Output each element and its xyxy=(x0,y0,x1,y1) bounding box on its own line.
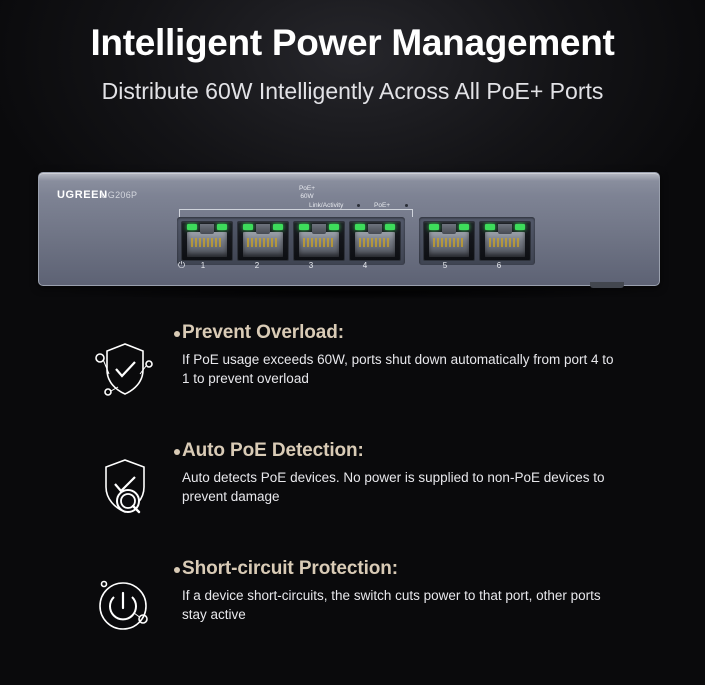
port-led-link-icon xyxy=(187,224,197,230)
port-pins xyxy=(433,238,465,247)
feature-item xyxy=(86,440,666,536)
device-illustration xyxy=(38,172,668,300)
feature-bullet xyxy=(174,567,180,573)
ethernet-port-1 xyxy=(181,221,233,261)
device-shadow xyxy=(44,284,662,300)
hero-text-block xyxy=(0,22,705,107)
port-led-link-icon xyxy=(243,224,253,230)
port-led-poe-icon xyxy=(329,224,339,230)
brand-logo: UGREEN xyxy=(57,189,108,201)
poe-plus-indicator-icon xyxy=(405,204,408,207)
feature-title: Short-circuit Protection: xyxy=(182,558,399,579)
port-notch xyxy=(498,224,512,234)
switch-chassis xyxy=(38,172,660,286)
port-notch xyxy=(312,224,326,234)
port-notch xyxy=(442,224,456,234)
feature-title: Prevent Overload: xyxy=(182,322,344,343)
chassis-highlight xyxy=(39,173,659,181)
shield-check-icon xyxy=(86,330,164,408)
port-pins xyxy=(489,238,521,247)
feature-description: Auto detects PoE devices. No power is supplied to non-PoE devices to prevent damage xyxy=(182,470,605,505)
port-led-link-icon xyxy=(485,224,495,230)
feature-item xyxy=(86,322,666,418)
port-led-poe-icon xyxy=(217,224,227,230)
port-led-link-icon xyxy=(429,224,439,230)
port-number: 1 xyxy=(200,261,206,270)
page-title: Intelligent Power Management xyxy=(90,22,615,63)
port-led-poe-icon xyxy=(273,224,283,230)
poe-plus-label: PoE+ xyxy=(374,202,391,209)
port-number: 5 xyxy=(442,261,448,270)
port-number: 6 xyxy=(496,261,502,270)
port-number: 4 xyxy=(362,261,368,270)
ethernet-port-6 xyxy=(479,221,531,261)
poe-port-bracket xyxy=(179,209,413,217)
port-notch xyxy=(368,224,382,234)
feature-description: If a device short-circuits, the switch cuts power to that port, other ports stay active xyxy=(182,588,601,623)
power-circuit-icon xyxy=(86,566,164,644)
feature-bullet xyxy=(174,331,180,337)
port-pins xyxy=(359,238,391,247)
port-pins xyxy=(303,238,335,247)
port-number: 3 xyxy=(308,261,314,270)
ethernet-port-2 xyxy=(237,221,289,261)
ethernet-port-3 xyxy=(293,221,345,261)
feature-description: If PoE usage exceeds 60W, ports shut down automatically from port 4 to 1 to prevent overload xyxy=(182,352,614,387)
uplink-port-group xyxy=(419,217,535,265)
port-pins xyxy=(247,238,279,247)
poe-budget-label: PoE+ 60W xyxy=(298,185,316,201)
page-subtitle: Distribute 60W Intelligently Across All PoE+ Ports xyxy=(101,78,604,105)
feature-title: Auto PoE Detection: xyxy=(182,440,364,461)
port-led-poe-icon xyxy=(459,224,469,230)
port-led-link-icon xyxy=(299,224,309,230)
port-led-poe-icon xyxy=(385,224,395,230)
power-icon: ⏻ xyxy=(178,260,186,270)
ethernet-port-5 xyxy=(423,221,475,261)
shield-search-icon xyxy=(86,448,164,526)
model-label: UG206P xyxy=(101,190,138,200)
port-notch xyxy=(200,224,214,234)
link-activity-indicator-icon xyxy=(357,204,360,207)
feature-item xyxy=(86,558,666,654)
poe-port-group xyxy=(177,217,405,265)
port-number: 2 xyxy=(254,261,260,270)
port-pins xyxy=(191,238,223,247)
feature-bullet xyxy=(174,449,180,455)
port-notch xyxy=(256,224,270,234)
feature-list xyxy=(86,322,666,676)
port-led-link-icon xyxy=(355,224,365,230)
ethernet-port-4 xyxy=(349,221,401,261)
port-number-row xyxy=(39,261,659,273)
device-foot xyxy=(590,282,624,288)
port-led-poe-icon xyxy=(515,224,525,230)
link-activity-label: Link/Activity xyxy=(309,202,344,209)
